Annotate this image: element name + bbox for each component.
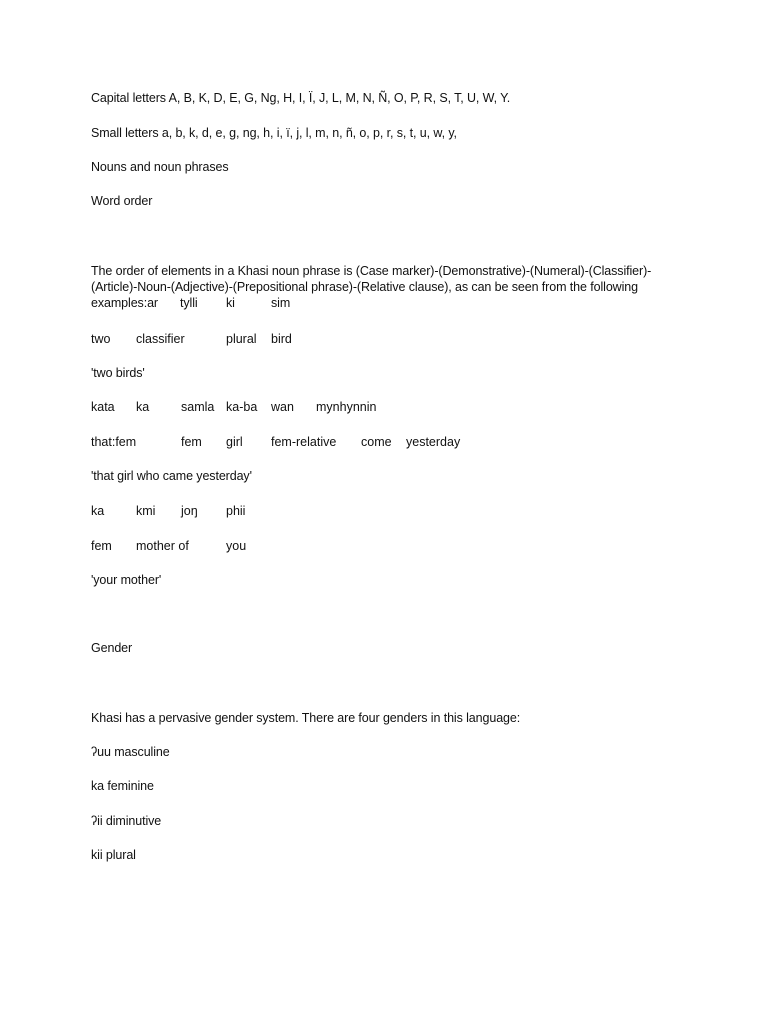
example1-word: tylli xyxy=(180,296,198,310)
gloss-word: yesterday xyxy=(406,435,461,449)
gloss-word: classifier xyxy=(136,332,185,346)
example3-words-row xyxy=(91,503,691,519)
word-order-paragraph xyxy=(91,263,681,311)
example1-word: sim xyxy=(271,296,291,310)
paragraph-line-3 xyxy=(91,295,681,311)
gloss-word: mother of xyxy=(136,539,189,553)
gender-item-plural: kii plural xyxy=(91,848,136,862)
example-word: samla xyxy=(181,400,215,414)
paragraph-line-2: (Article)-Noun-(Adjective)-(Prepositional phrase)-(Relative clause), as can be seen from the following xyxy=(91,280,638,294)
small-letters-line: Small letters a, b, k, d, e, g, ng, h, i, ï, j, l, m, n, ñ, o, p, r, s, t, u, w, y, xyxy=(91,126,457,140)
example3-gloss-row xyxy=(91,538,691,554)
gender-item-masculine: ʔuu masculine xyxy=(91,745,170,759)
gloss-word: that:fem xyxy=(91,435,137,449)
example-word: mynhynnin xyxy=(316,400,377,414)
example3-translation: 'your mother' xyxy=(91,573,162,587)
example-word: phii xyxy=(226,504,246,518)
example1-word: ki xyxy=(226,296,235,310)
example-word: wan xyxy=(271,400,294,414)
example2-words-row xyxy=(91,399,691,415)
example-word: kata xyxy=(91,400,115,414)
example-word: joŋ xyxy=(181,504,198,518)
gloss-word: plural xyxy=(226,332,257,346)
gloss-word: come xyxy=(361,435,392,449)
gender-intro: Khasi has a pervasive gender system. There are four genders in this language: xyxy=(91,711,521,725)
gloss-word: two xyxy=(91,332,111,346)
examples-lead: examples:ar xyxy=(91,296,158,310)
example1-gloss-row xyxy=(91,331,691,347)
capital-letters-line: Capital letters A, B, K, D, E, G, Ng, H, I, Ï, J, L, M, N, Ñ, O, P, R, S, T, U, W, Y. xyxy=(91,91,511,105)
gloss-word: bird xyxy=(271,332,292,346)
gloss-word: fem-relative xyxy=(271,435,337,449)
example-word: kmi xyxy=(136,504,156,518)
example-word: ka xyxy=(91,504,105,518)
heading-word-order: Word order xyxy=(91,194,153,208)
example-word: ka xyxy=(136,400,150,414)
example-word: ka-ba xyxy=(226,400,258,414)
paragraph-line-1: The order of elements in a Khasi noun phrase is (Case marker)-(Demonstrative)-(Numeral)-(Classifier)- xyxy=(91,264,652,278)
heading-nouns-phrases: Nouns and noun phrases xyxy=(91,160,229,174)
example1-translation: 'two birds' xyxy=(91,366,145,380)
example2-translation: 'that girl who came yesterday' xyxy=(91,469,252,483)
gloss-word: girl xyxy=(226,435,243,449)
gloss-word: fem xyxy=(181,435,202,449)
example2-gloss-row xyxy=(91,434,691,450)
heading-gender: Gender xyxy=(91,641,133,655)
gloss-word: fem xyxy=(91,539,112,553)
gender-item-feminine: ka feminine xyxy=(91,779,154,793)
gender-item-diminutive: ʔii diminutive xyxy=(91,814,162,828)
gloss-word: you xyxy=(226,539,247,553)
